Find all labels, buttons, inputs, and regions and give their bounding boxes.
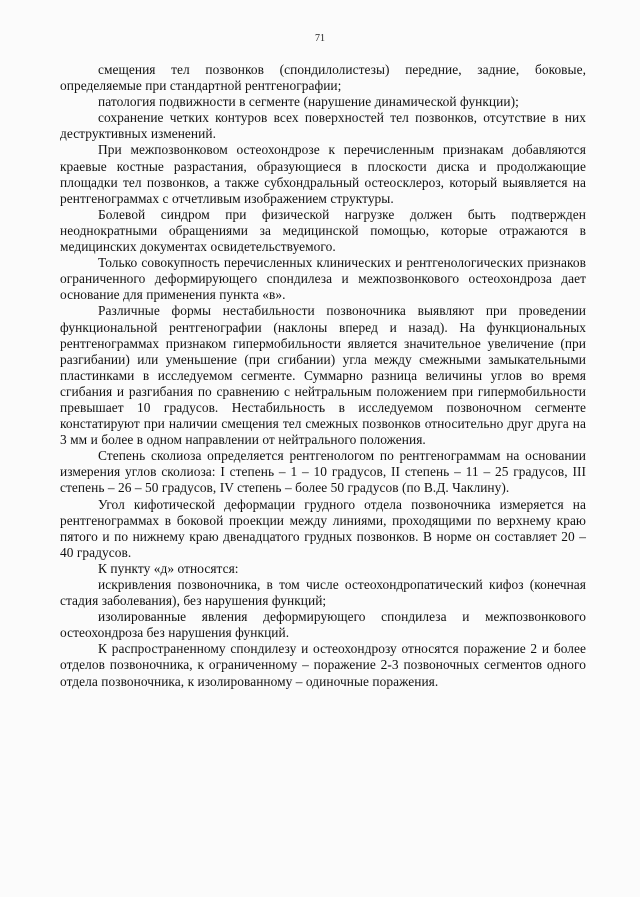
page-number: 71 [315, 33, 325, 44]
body-text [60, 62, 586, 690]
paragraph: сохранение четких контуров всех поверхностей тел позвонков, отсутствие в них деструктивных изменений. [60, 110, 586, 142]
paragraph: Различные формы нестабильности позвоночника выявляют при проведении функциональной рентгенографии (наклоны вперед и назад). На функциональных рентгенограммах признаком гипермобильности является значительное увеличение (при разгибании) или уменьшение (при сгибании) угла между смежными замыкательными пластинками в исследуемом сегменте. Суммарно разница величины углов во время сгибания и разгибания по сравнению с нейтральным положением при гипермобильности превышает 10 градусов. Нестабильность в исследуемом позвоночном сегменте констатируют при наличии смещения тел смежных позвонков относительно друг друга на 3 мм и более в одном направлении от нейтрального положения. [60, 303, 586, 448]
paragraph: изолированные явления деформирующего спондилеза и межпозвонкового остеохондроза без нарушения функций. [60, 609, 586, 641]
paragraph: К распространенному спондилезу и остеохондрозу относятся поражение 2 и более отделов позвоночника, к ограниченному – поражение 2-3 позвоночных сегментов одного отдела позвоночника, к изолированному – одиночные поражения. [60, 641, 586, 689]
paragraph: Болевой синдром при физической нагрузке должен быть подтвержден неоднократными обращениями за медицинской помощью, которые отражаются в медицинских документах освидетельствуемого. [60, 206, 586, 255]
paragraph: При межпозвонковом остеохондрозе к перечисленным признакам добавляются краевые костные разрастания, образующиеся в плоскости диска и продолжающие площадки тел позвонков, а также субхондральный остеосклероз, который выявляется на рентгенограммах с отчетливым изображением структуры. [60, 142, 586, 206]
paragraph: Степень сколиоза определяется рентгенологом по рентгенограммам на основании измерения углов сколиоза: I степень – 1 – 10 градусов, II степень – 11 – 25 градусов, III степень – 26 – 50 градусов, IV степень – более 50 градусов (по В.Д. Чаклину). [60, 448, 586, 496]
paragraph: искривления позвоночника, в том числе остеохондропатический кифоз (конечная стадия заболевания), без нарушения функций; [60, 577, 586, 609]
paragraph: Только совокупность перечисленных клинических и рентгенологических признаков ограниченного деформирующего спондилеза и межпозвонкового остеохондроза дает основание для применения пункта «в». [60, 255, 586, 303]
paragraph: патология подвижности в сегменте (нарушение динамической функции); [98, 94, 519, 110]
paragraph: смещения тел позвонков (спондилолистезы) передние, задние, боковые, определяемые при стандартной рентгенографии; [60, 62, 586, 94]
paragraph: К пункту «д» относятся: [98, 560, 239, 576]
paragraph: Угол кифотической деформации грудного отдела позвоночника измеряется на рентгенограммах в боковой проекции между линиями, проходящими по верхнему краю пятого и по нижнему краю двенадцатого грудных позвонков. В норме он составляет 20 – 40 градусов. [60, 496, 586, 560]
